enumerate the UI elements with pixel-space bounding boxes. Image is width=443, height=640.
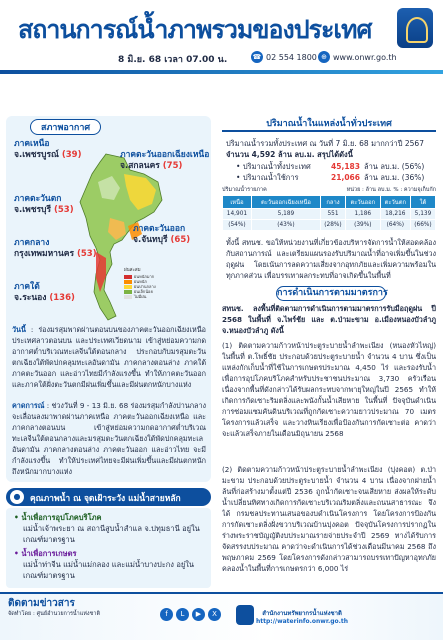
youtube-icon[interactable]: ▶ [192,608,205,621]
region-water-table [222,195,436,231]
actions-item-1: (1) ติดตามความก้าวหน้าประตูระบายน้ำลำพะเนียง (หนองหัวไหญ่) ในพื้นที่ ต.โพธิ์ชัย ประกอบด้วยประตูระบายน้ำ จำนวน 4 บาน ซึ่งเป็นแหล่งกักเก็บน้ำที่ใช้ในการเกษตรประมาณ 4,450 ไร่ และรองรับน้ำเพื่อการอุปโภคบริโภคสำหรับประชาชนประมาณ 3,730 ครัวเรือน เนื่องจากพื้นที่ดังกล่าวได้รับผลกระทบจากพายุใหญ่ในปี 2565 ทำให้เกิดการกัดเซาะริมตลิ่งและพนังกั้นน้ำเสียหาย ในพื้นที่ ปัจจุบันดำเนินการซ่อมแซมคันดินบริเวณที่ถูกกัดเซาะความยาวประมาณ 70 เมตร โครงการแล้วเสร็จ และวางหินเรียงเพื่อป้องกันการกัดเซาะต่อ คาดว่าจะแล้วเสร็จภายในเดือนมิถุนายน 2568 [222,341,436,438]
water-drop-icon: ● [10,490,24,504]
reservoir-bullets [236,161,436,183]
bullet-usable: • ปริมาณน้ำใช้การ 21,066 ล้าน ลบ.ม. (36%) [236,173,425,182]
facebook-icon[interactable]: f [160,608,173,621]
actions-item-2: (2) ติดตามความก้าวหน้าประตูระบายน้ำลำพะเนียง (บุ่งคอต) ต.ป่ามะขาม ประกอบด้วยประตูระบายน้ำ จำนวน 4 บาน เนื่องจากฝายน้ำล้นที่ก่อสร้างมาตั้งแต่ปี 2536 ถูกน้ำกัดเซาะจนเสียหาย ส่งผลให้ระดับน้ำเปลี่ยนทิศทางเกิดการกัดเซาะบริเวณริมตลิ่งและถนนสาธารณะ จึงได้ กรมชลประทานเสนอของบดำเนินโครงการ โดยโครงการป้องกันการกัดเซาะตลิ่งฝั่งขวาบริเวณบ้านบุ่งคอต ปัจจุบันโครงการปรากฏในร่างพระราชบัญญัติงบประมาณรายจ่ายประจำปี 2569 ทางได้รับการจัดสรรงบประมาณ คาดว่าจะดำเนินการได้ช่วงเดือนมีนาคม 2568 ถึงพฤษภาคม 2569 โดยโครงการดังกล่าวสามารถบรรเทาปัญหาอุทกภัยคลองน้ำในพื้นที่การเกษตรกว่า 6,000 ไร่ [222,465,436,573]
region-south: ภาคใต้ จ.ระนอง (136) [14,282,75,303]
legend-item: ฝนปานกลาง [124,284,194,289]
quality-item-consumption: • น้ำเพื่อการอุปโภคบริโภค แม่น้ำเจ้าพระยา ณ สถานีสูบน้ำสำแล จ.ปทุมธานี อยู่ในเกณฑ์มาตรฐาน [14,513,200,544]
phone-contact[interactable] [251,51,317,63]
quality-item-agriculture: • น้ำเพื่อการเกษตร แม่น้ำท่าจีน แม่น้ำแม่กลอง และแม่น้ำบางปะกง อยู่ในเกณฑ์มาตรฐาน [14,549,195,580]
weather-forecast: คาดการณ์ : ช่วงวันที่ 9 - 13 มิ.ย. 68 ร่องมรสุมกำลังปานกลางจะเลื่อนลงมาพาดผ่านภาคเหนือ ภาคตะวันออกเฉียงเหนือ และภาคกลางตอนบน เข้าสู่หย่อมความกดอากาศต่ำบริเวณทะเลจีนใต้ตอนกลางและมรสุมตะวันตกเฉียงใต้พัดปกคลุมทะเลอันดามัน ภาคกลางตอนล่าง ภาคตะวันออก และอ่าวไทย จะมีกำลังแรงขึ้น ทำให้ประเทศไทยจะมีฝนเพิ่มขึ้นและมีฝนตกหนักถึงหนักมากบางแห่ง [12,401,206,476]
phone-number: 02 554 1800 [266,52,317,62]
weather-section-title: สภาพอากาศ [30,119,101,135]
legend-item: ฝนหนักมาก [124,274,194,279]
agency-url[interactable]: http://waterinfo.onwr.go.th [256,618,349,625]
actions-intro: สทนช. ลงพื้นที่ติดตามการดำเนินการตามมาตรการรับมือฤดูฝน ปี 2568 ในพื้นที่ จ.ไพร์ช้ย และ ต.ป่ามะขาม อ.เมืองหนองบัวลำภู จ.หนองบัวลำภู ดังนี้ [222,304,436,335]
region-east: ภาคตะวันออก จ.จันทบุรี (65) [133,224,191,245]
region-west: ภาคตะวันตก จ.เพชรบุรี (53) [14,194,74,215]
legend-item: ฝนหนัก [124,279,194,284]
line-icon[interactable]: L [176,608,189,621]
footer-agency [256,608,348,625]
region-northeast: ภาคตะวันออกเฉียงเหนือ จ.สกลนคร (75) [120,150,210,171]
legend-item: ไม่มีฝน [124,294,194,299]
weather-today: วันนี้ : ร่องมรสุมพาดผ่านตอนบนของภาคตะวันออกเฉียงเหนือ ประเทศลาวตอนบน และประเทศเวียดนาม เข้าสู่หย่อมความกดอากาศต่ำบริเวณทะเลจีนใต้ตอนกลาง ประกอบกับมรสุมตะวันตกเฉียงใต้พัดปกคลุมทะเลอันดามัน ภาคกลางตอนล่าง ภาคใต้ ภาคตะวันออก และอ่าวไทยมีกำลังแรงขึ้น ทำให้ภาคตะวันออก และภาคใต้ฝั่งตะวันตกมีฝนเพิ่มขึ้นและมีฝนตกหนักบางแห่ง [12,325,206,389]
agency-name: สำนักงานทรัพยากรน้ำแห่งชาติ [262,610,342,617]
onwr-logo-icon [397,8,433,48]
twitter-icon[interactable]: X [208,608,221,621]
table-row: 14,901 5,189 551 1,186 18,216 5,139 [223,209,436,220]
rain-legend [124,266,194,299]
legend-item: ฝนเล็กน้อย [124,289,194,294]
phone-icon: ☎ [252,53,262,61]
report-date: 8 มิ.ย. 68 เวลา 07.00 น. [118,55,228,65]
website-url: www.onwr.go.th [333,52,397,62]
table-caption: ปริมาณน้ำรายภาค [222,187,267,193]
website-link[interactable] [318,51,397,63]
reservoir-section-title: ปริมาณน้ำในแหล่งน้ำทั่วประเทศ [222,116,436,132]
region-north: ภาคเหนือ จ.เพชรบูรณ์ (39) [14,139,82,160]
quality-header [6,488,211,506]
globe-icon: ⊕ [318,51,330,63]
header-divider [0,70,443,74]
table-row: (54%) (43%) (28%) (39%) (64%) (66%) [223,220,436,231]
page-title: สถานการณ์น้ำภาพรวมของประเทศ [18,15,372,44]
footer-subtitle: จัดทำโดย : ศูนย์อำนวยการน้ำแห่งชาติ [8,611,101,617]
legend-title: ฝนสะสม [124,268,141,273]
table-header-row: เหนือ ตะวันออกเฉียงเหนือ กลาง ตะวันออก ตะวันตก ใต้ [223,196,436,209]
table-caption-row [222,186,436,194]
bullet-total: • ปริมาณน้ำทั้งประเทศ 45,183 ล้าน ลบ.ม. (56%) [236,162,425,171]
footer-title: ติดตามข่าวสาร [8,598,75,609]
region-central: ภาคกลาง กรุงเทพมหานคร (53) [14,238,97,259]
reservoir-note: ทั้งนี้ สทนช. ขอให้หน่วยงานที่เกี่ยวข้องบริหารจัดการน้ำให้สอดคล้องกับสถานการณ์ และเตรียมแผนรองรับปริมาณน้ำที่อาจเพิ่มขึ้นในช่วงฤดูฝน โดยเน้นการลดความเสี่ยงจากอุทกภัยและเพิ่มความพร้อมในทุกภาคส่วน เพื่อบรรเทาผลกระทบที่อาจเกิดขึ้นในพื้นที่ [226,238,436,280]
actions-section-title: การดำเนินการตามมาตรการ [276,286,386,301]
table-unit: หน่วย : ล้าน ลบ.ม. % : ความจุเก็บกัก [346,187,436,193]
reservoir-intro: ปริมาณน้ำรวมทั้งประเทศ ณ วันที่ 7 มิ.ย. 68 มากกว่าปี 2567 จำนวน 4,592 ล้าน ลบ.ม. สรุปได้ดังนี้ [226,139,424,159]
agency-logo-icon [236,605,254,625]
quality-section-title: คุณภาพน้ำ ณ จุดเฝ้าระวัง แม่น้ำสายหลัก [30,494,181,504]
